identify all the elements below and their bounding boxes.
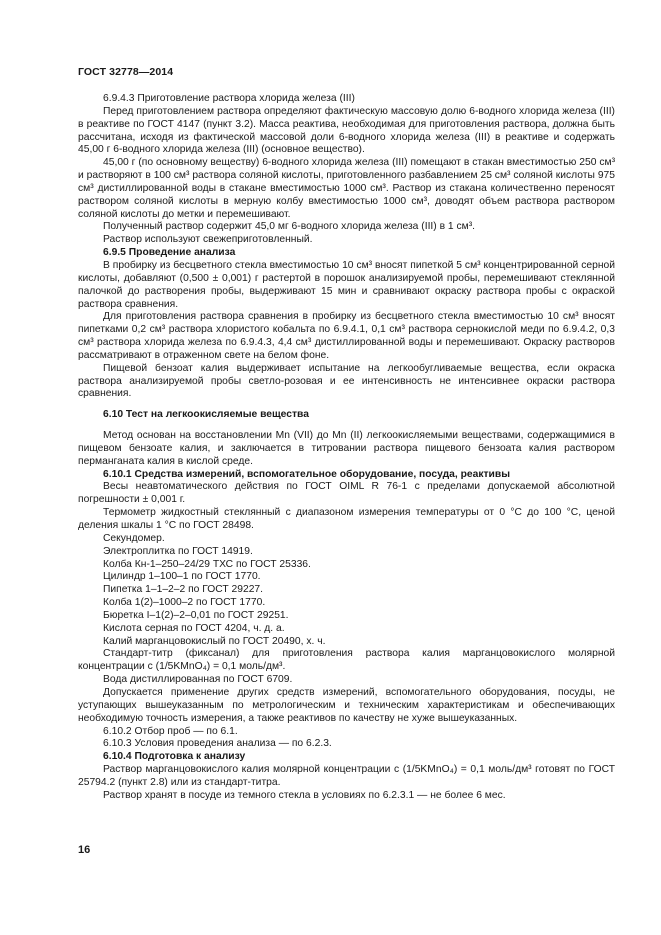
paragraph: 6.10.2 Отбор проб — по 6.1.	[103, 725, 238, 737]
paragraph: 6.10.3 Условия проведения анализа — по 6.2.3.	[103, 738, 332, 750]
subsection-heading: 6.10.4 Подготовка к анализу	[103, 751, 246, 763]
list-item: Колба 1(2)–1000–2 по ГОСТ 1770.	[103, 597, 266, 609]
paragraph: Весы неавтоматического действия по ГОСТ OIML R 76-1 с пределами допускаемой абсолютной погрешности ± 0,001 г.	[78, 481, 615, 506]
paragraph: Метод основан на восстановлении Mn (VII) до Mn (II) легкоокисляемыми веществами, содержащимися в пищевом бензоате калия, и заключается в титровании раствора пищевого бензоата калия раствором перманганата калия в кислой среде.	[78, 430, 615, 467]
paragraph: Перед приготовлением раствора определяют фактическую массовую долю 6-водного хлорида железа (III) в реактиве по ГОСТ 4147 (пункт 3.2). Масса реактива, необходимая для приготовления раствора, должна быть рассчитана, исходя из фактической массовой доли 6-водного хлорида железа (III) в реактиве и содержать 45,00 г 6-водного хлорида железа (III) (основное вещество).	[78, 105, 615, 156]
section-heading: 6.10 Тест на легкоокисляемые вещества	[103, 409, 309, 421]
paragraph: Раствор хранят в посуде из темного стекла в условиях по 6.2.3.1 — не более 6 мес.	[103, 789, 506, 801]
list-item: Кислота серная по ГОСТ 4204, ч. д. а.	[103, 622, 285, 634]
list-item: Колба Кн-1–250–24/29 ТХС по ГОСТ 25336.	[103, 558, 311, 570]
list-item: Электроплитка по ГОСТ 14919.	[103, 545, 253, 557]
paragraph: Пищевой бензоат калия выдерживает испытание на легкообугливаемые вещества, если окраска раствора анализируемой пробы светло-розовая и ее интенсивность не интенсивнее окраски раствора сравнения.	[78, 362, 615, 400]
paragraph: В пробирку из бесцветного стекла вместимостью 10 см³ вносят пипеткой 5 см³ концентрированной серной кислоты, добавляют (0,500 ± 0,001) г растертой в порошок анализируемой пробы, перемешивают стеклянной палочкой до растворения пробы, выдерживают 15 мин и сравнивают окраску раствора пробы с окраской раствора сравнения.	[78, 259, 615, 310]
list-item: Секундомер.	[103, 532, 165, 544]
list-item: Калий марганцовокислый по ГОСТ 20490, х. ч.	[103, 635, 326, 647]
paragraph: Раствор марганцовокислого калия молярной концентрации с (1/5KMnO₄) = 0,1 моль/дм³ готовят по ГОСТ 25794.2 (пункт 2.8) или из стандарт-титра.	[78, 764, 615, 788]
paragraph: Для приготовления раствора сравнения в пробирку из бесцветного стекла вместимостью 10 см³ вносят пипетками 0,2 см³ раствора хлористого кобальта по 6.9.4.1, 0,1 см³ раствора сернокислой меди по 6.9.4.2, 0,3 см³ раствора хлорида железа по 6.9.4.3, 4,4 см³ дистиллированной воды и перемешивают. Окраску растворов рассматривают в отраженном свете на белом фоне.	[78, 311, 615, 361]
list-item: Вода дистиллированная по ГОСТ 6709.	[103, 674, 293, 686]
paragraph: 45,00 г (по основному веществу) 6-водного хлорида железа (III) помещают в стакан вместимостью 250 см³ и растворяют в 100 см³ раствора соляной кислоты, приготовленного разбавлением 25 см³ соляной кислоты 975 см³ дистиллированной воды в стакане вместимостью 1000 см³. Раствор из стакана количественно переносят раствором соляной кислоты в мерную колбу вместимостью 1000 см³, доводят объем раствора раствором соляной кислоты до метки и перемешивают.	[78, 157, 615, 220]
list-item: Пипетка 1–1–2–2 по ГОСТ 29227.	[103, 584, 264, 596]
list-item: Цилиндр 1–100–1 по ГОСТ 1770.	[103, 571, 261, 583]
paragraph: Допускается применение других средств измерений, вспомогательного оборудования, посуды, не уступающих вышеуказанным по метрологическим и техническим характеристикам и обеспечивающих необходимую точность измерения, а также реактивов по качеству не хуже вышеуказанных.	[78, 686, 615, 724]
page-number: 16	[78, 844, 91, 856]
paragraph: Раствор используют свежеприготовленный.	[103, 234, 313, 246]
subsection-heading: 6.9.5 Проведение анализа	[103, 247, 236, 259]
list-item: Бюретка I–1(2)–2–0,01 по ГОСТ 29251.	[103, 609, 289, 621]
subsection-heading: 6.9.4.3 Приготовление раствора хлорида железа (III)	[103, 93, 355, 104]
paragraph: Полученный раствор содержит 45,0 мг 6-водного хлорида железа (III) в 1 см³.	[103, 221, 476, 233]
document-body	[78, 93, 615, 803]
paragraph: Стандарт-титр (фиксанал) для приготовления раствора калия марганцовокислого молярной концентрации с (1/5KMnO₄) = 0,1 моль/дм³.	[78, 648, 615, 673]
running-header: ГОСТ 32778—2014	[78, 66, 174, 78]
subsection-heading: 6.10.1 Средства измерений, вспомогательное оборудование, посуда, реактивы	[103, 468, 510, 480]
paragraph: Термометр жидкостный стеклянный с диапазоном измерения температуры от 0 °С до 100 °С, ценой деления шкалы 1 °С по ГОСТ 28498.	[78, 507, 615, 531]
